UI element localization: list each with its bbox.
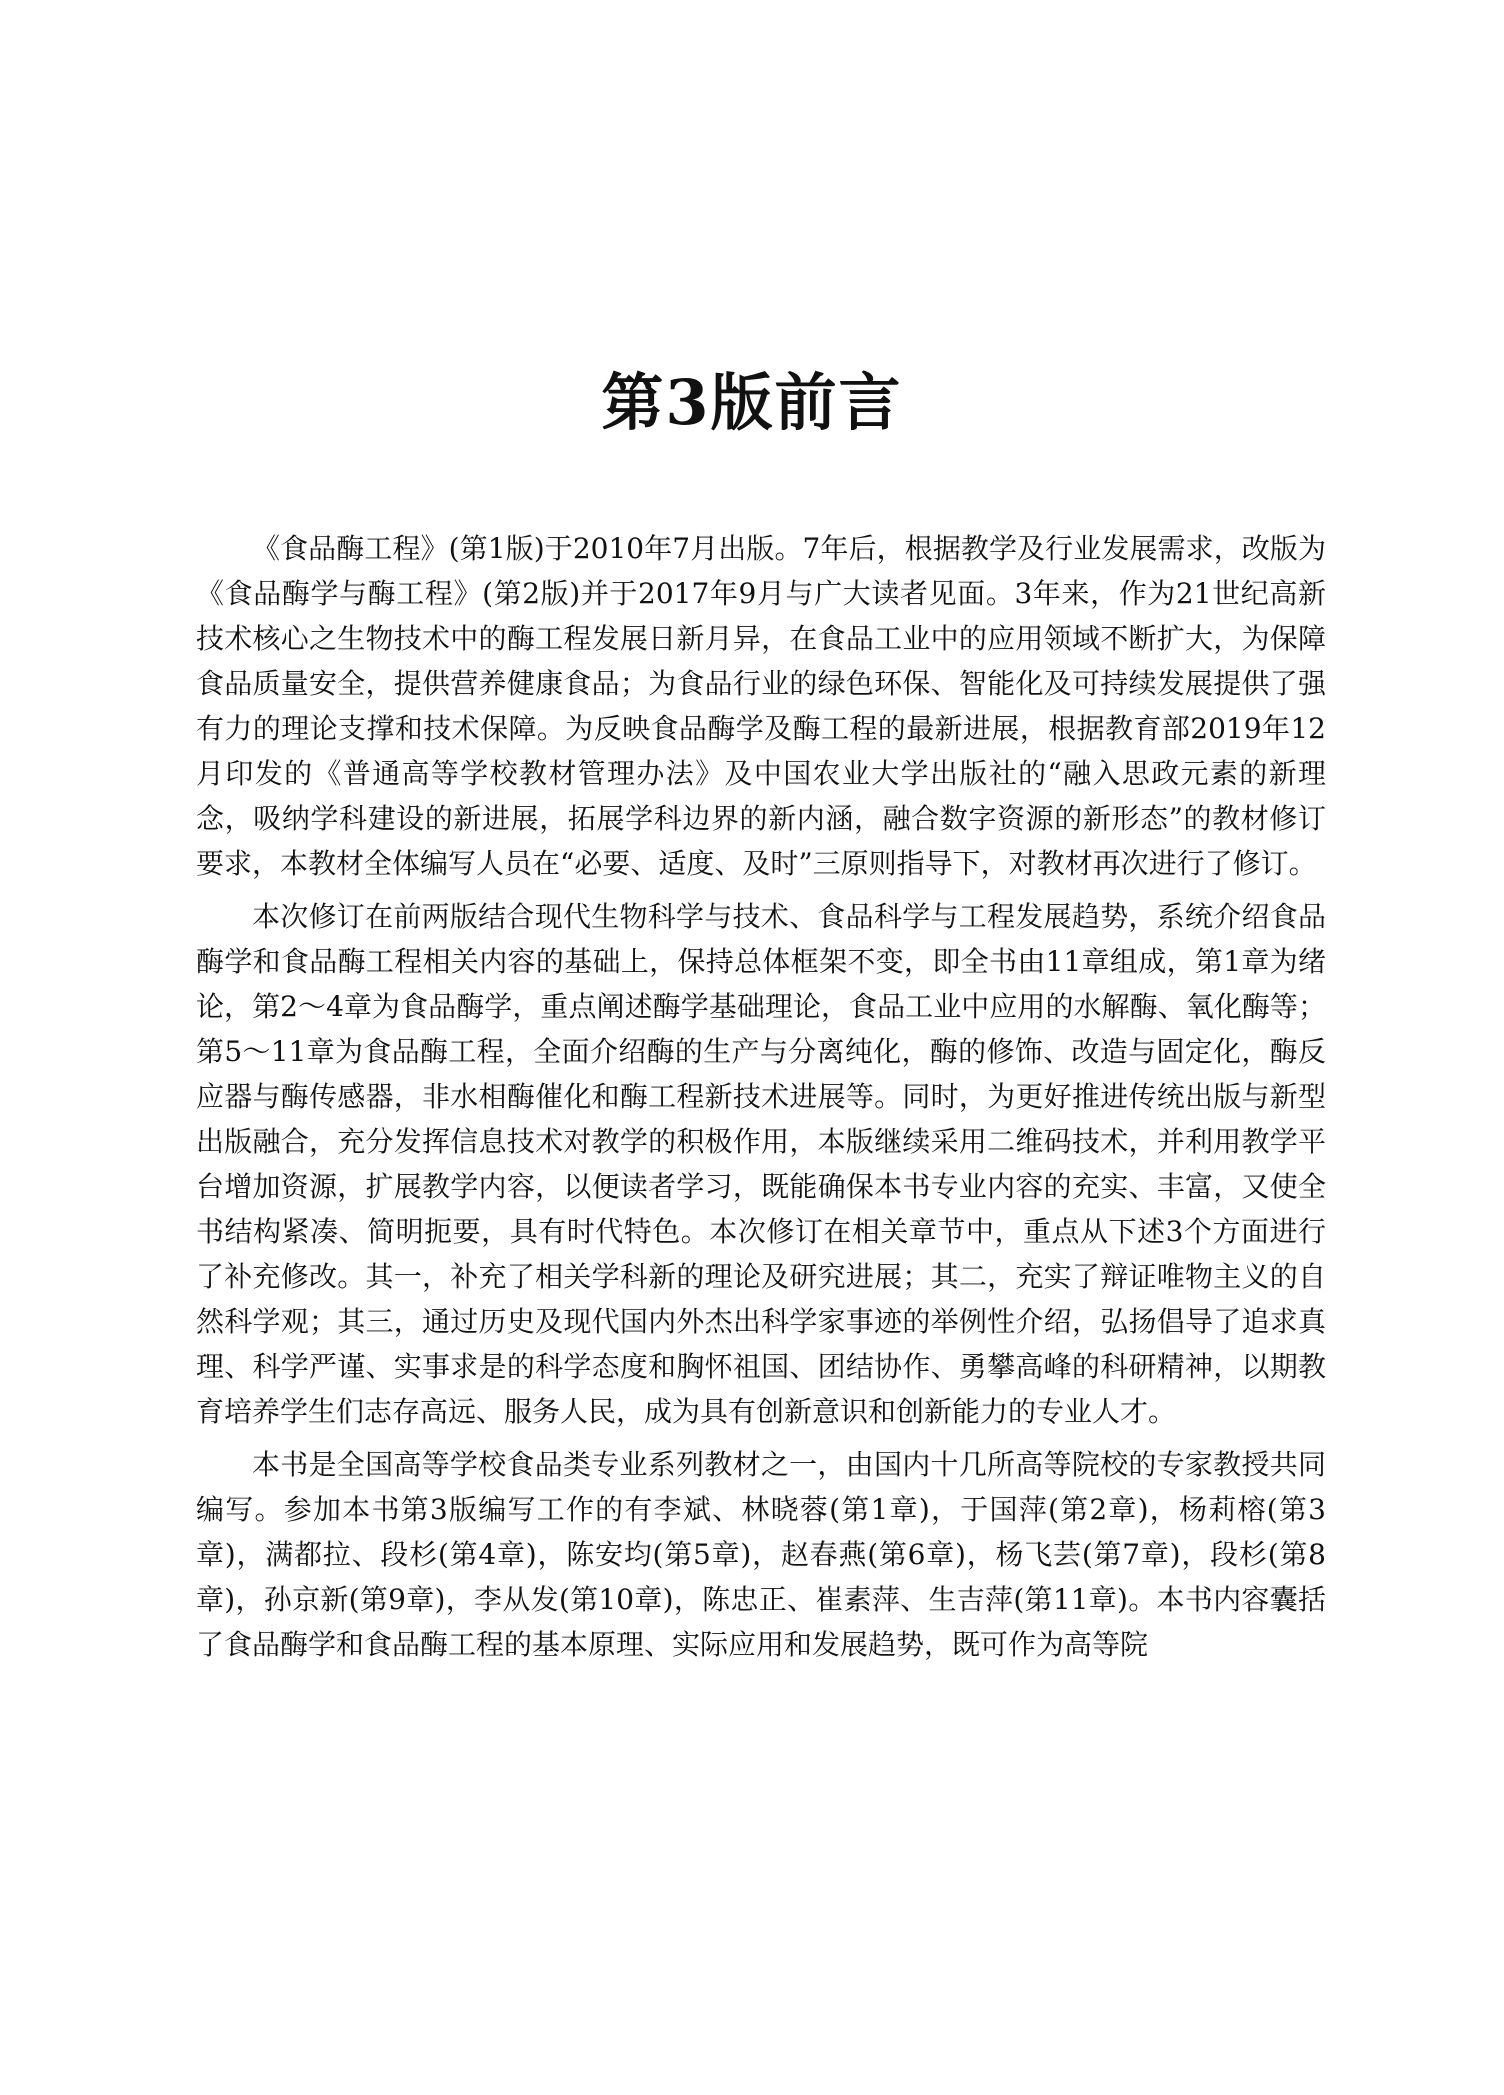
page-title: 第3版前言 [601, 365, 903, 439]
preface-body [196, 526, 1326, 1675]
paragraph-3: 本书是全国高等学校食品类专业系列教材之一，由国内十几所高等院校的专家教授共同编写。参加本书第3版编写工作的有李斌、林晓蓉(第1章)，于国萍(第2章)，杨莉榕(第3章)，满都拉、段杉(第4章)，陈安均(第5章)，赵春燕(第6章)，杨飞芸(第7章)，段杉(第8章)，孙京新(第9章)，李从发(第10章)，陈忠正、崔素萍、生吉萍(第11章)。本书内容囊括了食品酶学和食品酶工程的基本原理、实际应用和发展趋势，既可作为高等院 [196, 1448, 1326, 1661]
paragraph-2: 本次修订在前两版结合现代生物科学与技术、食品科学与工程发展趋势，系统介绍食品酶学和食品酶工程相关内容的基础上，保持总体框架不变，即全书由11章组成，第1章为绪论，第2～4章为食品酶学，重点阐述酶学基础理论，食品工业中应用的水解酶、氧化酶等；第5～11章为食品酶工程，全面介绍酶的生产与分离纯化，酶的修饰、改造与固定化，酶反应器与酶传感器，非水相酶催化和酶工程新技术进展等。同时，为更好推进传统出版与新型出版融合，充分发挥信息技术对教学的积极作用，本版继续采用二维码技术，并利用教学平台增加资源，扩展教学内容，以便读者学习，既能确保本书专业内容的充实、丰富，又使全书结构紧凑、简明扼要，具有时代特色。本次修订在相关章节中，重点从下述3个方面进行了补充修改。其一，补充了相关学科新的理论及研究进展；其二，充实了辩证唯物主义的自然科学观；其三，通过历史及现代国内外杰出科学家事迹的举例性介绍，弘扬倡导了追求真理、科学严谨、实事求是的科学态度和胸怀祖国、团结协作、勇攀高峰的科研精神，以期教育培养学生们志存高远、服务人民，成为具有创新意识和创新能力的专业人才。 [196, 900, 1326, 1428]
paragraph-1: 《食品酶工程》(第1版)于2010年7月出版。7年后，根据教学及行业发展需求，改版为《食品酶学与酶工程》(第2版)并于2017年9月与广大读者见面。3年来，作为21世纪高新技术核心之生物技术中的酶工程发展日新月异，在食品工业中的应用领域不断扩大，为保障食品质量安全，提供营养健康食品；为食品行业的绿色环保、智能化及可持续发展提供了强有力的理论支撑和技术保障。为反映食品酶学及酶工程的最新进展，根据教育部2019年12月印发的《普通高等学校教材管理办法》及中国农业大学出版社的“融入思政元素的新理念，吸纳学科建设的新进展，拓展学科边界的新内涵，融合数字资源的新形态”的教材修订要求，本教材全体编写人员在“必要、适度、及时”三原则指导下，对教材再次进行了修订。 [196, 532, 1326, 880]
